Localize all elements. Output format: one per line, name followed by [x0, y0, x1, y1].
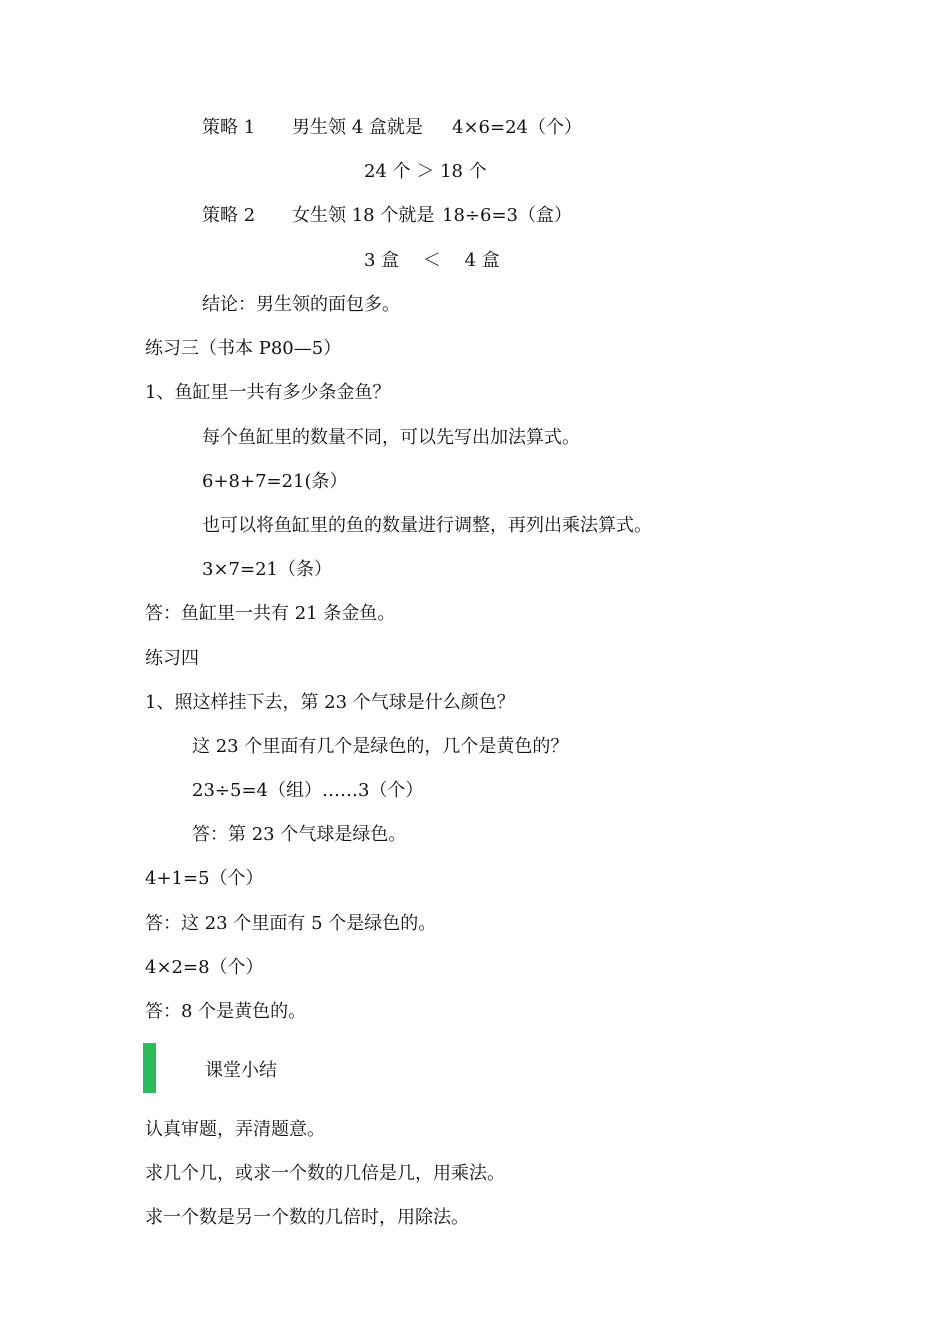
summary-accent-bar: [143, 1043, 156, 1093]
exercise-3-answer: 答：鱼缸里一共有 21 条金鱼。: [145, 603, 396, 624]
strategy-1-comparison: 24 个 ＞ 18 个: [364, 161, 487, 182]
exercise-4-answer-3: 答：8 个是黄色的。: [145, 1001, 307, 1022]
exercise-4-formula-3: 4×2=8（个）: [145, 957, 264, 978]
strategy-2-label: 策略 2: [202, 205, 256, 226]
exercise-3-explanation-1: 每个鱼缸里的数量不同，可以先写出加法算式。: [202, 427, 580, 448]
summary-line-2: 求几个几，或求一个数的几倍是几，用乘法。: [145, 1163, 505, 1184]
summary-heading: 课堂小结: [205, 1060, 277, 1081]
strategy-conclusion: 结论：男生领的面包多。: [202, 294, 400, 315]
exercise-4-formula-2: 4+1=5（个）: [145, 868, 264, 889]
strategy-2-text: 女生领 18 个就是: [292, 205, 435, 226]
exercise-4-explanation: 这 23 个里面有几个是绿色的，几个是黄色的？: [192, 736, 569, 757]
strategy-2-comparison: 3 盒 ＜ 4 盒: [364, 250, 500, 271]
strategy-1-formula: 4×6=24（个）: [452, 117, 582, 138]
exercise-4-question-1: 1、照这样挂下去，第 23 个气球是什么颜色？: [145, 692, 515, 713]
strategy-1-label: 策略 1: [202, 117, 256, 138]
exercise-3-explanation-2: 也可以将鱼缸里的鱼的数量进行调整，再列出乘法算式。: [202, 515, 652, 536]
exercise-4-title: 练习四: [145, 648, 199, 669]
summary-line-1: 认真审题，弄清题意。: [145, 1119, 325, 1140]
exercise-3-formula-1: 6+8+7=21(条）: [202, 471, 348, 492]
exercise-4-formula-1: 23÷5=4（组）……3（个）: [192, 780, 424, 801]
strategy-2-formula: 18÷6=3（盒）: [442, 205, 572, 226]
exercise-4-answer-1: 答：第 23 个气球是绿色。: [192, 824, 407, 845]
exercise-4-answer-2: 答：这 23 个里面有 5 个是绿色的。: [145, 913, 437, 934]
exercise-3-title: 练习三（书本 P80—5）: [145, 338, 342, 359]
summary-line-3: 求一个数是另一个数的几倍时，用除法。: [145, 1207, 469, 1228]
strategy-1-text: 男生领 4 盒就是: [292, 117, 423, 138]
exercise-3-formula-2: 3×7=21（条）: [202, 559, 332, 580]
exercise-3-question-1: 1、鱼缸里一共有多少条金鱼？: [145, 382, 391, 403]
